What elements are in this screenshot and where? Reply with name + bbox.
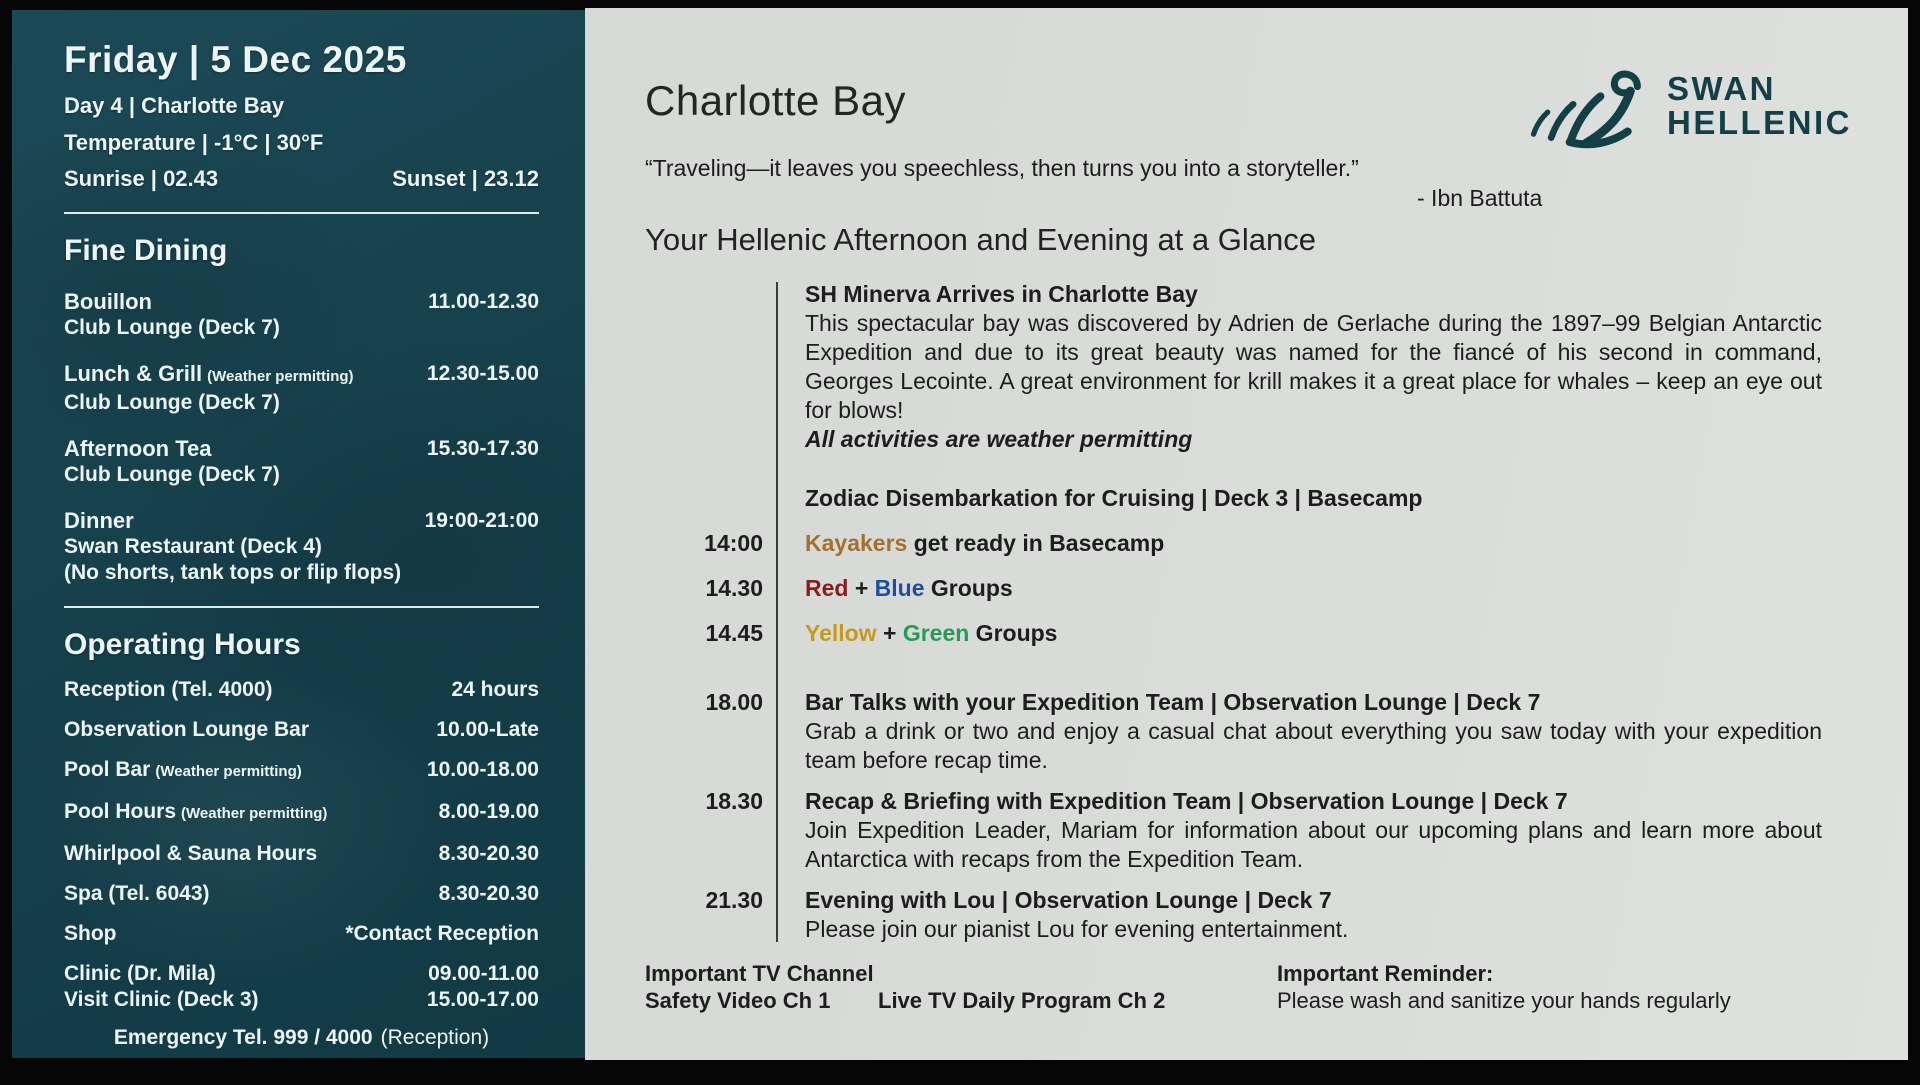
event-rows [645, 688, 1822, 944]
group-activity-row [645, 574, 1822, 603]
dining-item [64, 288, 539, 341]
event-heading: Bar Talks with your Expedition Team | Observation Lounge | Deck 7 [805, 689, 1541, 716]
dining-name [64, 507, 134, 534]
hours-time-text: *Contact Reception [345, 922, 539, 945]
activity-time: 14.45 [705, 620, 763, 647]
hours-names [64, 677, 273, 703]
hours-name-text: Spa (Tel. 6043) [64, 882, 210, 905]
group-text: + [848, 575, 875, 602]
hours-name-line [64, 921, 117, 947]
date-title: Friday | 5 Dec 2025 [64, 39, 407, 80]
hours-time-text: 8.30-20.30 [438, 842, 539, 865]
footer [645, 960, 1822, 1040]
hours-time-text: 8.00-19.00 [438, 800, 539, 823]
dining-name [64, 360, 354, 390]
hours-name-line [64, 757, 302, 785]
event-time: 18.00 [705, 689, 763, 716]
event-row [645, 688, 1822, 775]
hours-note: (Weather permitting) [181, 805, 328, 822]
hours-times [345, 921, 539, 947]
zodiac-heading: Zodiac Disembarkation for Cruising | Deck 3 | Basecamp [805, 485, 1423, 512]
event-content [805, 886, 1822, 944]
dining-venue-line: Club Lounge (Deck 7) [64, 463, 280, 486]
operating-hours-row [64, 921, 539, 947]
operating-hours-row [64, 961, 539, 1013]
event-time: 18.30 [705, 788, 763, 815]
hours-times [427, 961, 539, 1013]
hours-name-line2: Visit Clinic (Deck 3) [64, 988, 259, 1011]
group-color-label: Kayakers [805, 530, 908, 557]
hours-name-text: Pool Hours [64, 800, 177, 823]
dining-item [64, 435, 539, 488]
quote-text: “Traveling—it leaves you speechless, then turns you into a storyteller.” [645, 155, 1359, 182]
hours-name-text: Whirlpool & Sauna Hours [64, 842, 318, 865]
dining-venue-line: Swan Restaurant (Deck 4) [64, 535, 322, 558]
emergency-suffix: (Reception) [380, 1026, 490, 1049]
intro-time-spacer [645, 280, 763, 454]
dining-venue-line: Club Lounge (Deck 7) [64, 391, 280, 414]
hours-name-line [64, 841, 317, 867]
event-description: Please join our pianist Lou for evening entertainment. [805, 916, 1349, 943]
group-activity-text [805, 529, 1822, 558]
reminder [1277, 960, 1731, 1014]
dining-venue [64, 390, 539, 416]
operating-hours-title: Operating Hours [64, 628, 301, 661]
group-activity-row [645, 529, 1822, 558]
dining-name [64, 435, 211, 462]
activity-time: 14.30 [705, 575, 763, 602]
operating-hours-row [64, 717, 539, 743]
event-description: Grab a drink or two and enjoy a casual chat about everything you saw today with your expedition team before recap time. [805, 718, 1822, 774]
hours-times [427, 757, 539, 783]
fine-dining-list [64, 288, 539, 586]
tv-channel-info [645, 960, 874, 1014]
dining-name-text: Dinner [64, 508, 134, 533]
hours-name-line [64, 677, 273, 703]
group-activity-text [805, 619, 1822, 648]
hours-times [439, 841, 539, 867]
zodiac-time-spacer [645, 484, 763, 513]
hours-times [439, 799, 539, 825]
dining-item [64, 507, 539, 586]
group-text: Groups [969, 620, 1058, 647]
operating-hours-row [64, 677, 539, 703]
sunset-time: Sunset | 23.12 [392, 166, 539, 191]
intro-content [805, 280, 1822, 454]
dining-item-header [64, 507, 539, 534]
hours-times [439, 881, 539, 907]
hours-name-line [64, 799, 327, 827]
hours-time-text: 8.30-20.30 [438, 882, 539, 905]
event-row [645, 886, 1822, 944]
operating-hours-list [64, 677, 539, 1013]
dining-venue [64, 315, 539, 341]
day-location-line: Day 4 | Charlotte Bay [64, 93, 285, 118]
intro-body: This spectacular bay was discovered by Adrien de Gerlache during the 1897–99 Belgian Antarctic Expedition and due to its great beauty was named for the fiancé of his second in command, Georges Lecointe. A great environment for krill makes it a great place for whales – keep an eye out for blows! [805, 310, 1822, 424]
hours-name-text: Pool Bar [64, 758, 151, 781]
dining-time: 15.30-17.30 [426, 437, 539, 460]
hours-name-text: Observation Lounge Bar [64, 718, 310, 741]
temperature-line: Temperature | -1°C | 30°F [64, 130, 324, 155]
intro-note: All activities are weather permitting [805, 426, 1193, 453]
sidebar-divider [64, 606, 539, 608]
brand-line1: SWAN [1667, 70, 1776, 107]
dining-time: 19:00-21:00 [424, 509, 539, 532]
hours-name-text: Shop [64, 922, 117, 945]
event-time: 21.30 [705, 887, 763, 914]
dining-name-text: Bouillon [64, 289, 152, 314]
sidebar-divider [64, 212, 539, 214]
zodiac-heading-row [645, 484, 1822, 513]
tv-channel-1: Safety Video Ch 1 [645, 988, 831, 1013]
dining-name-text: Afternoon Tea [64, 436, 212, 461]
operating-hours-row [64, 799, 539, 827]
event-heading: Evening with Lou | Observation Lounge | Deck 7 [805, 887, 1332, 914]
dining-venue-line: Club Lounge (Deck 7) [64, 316, 280, 339]
hours-names [64, 757, 302, 785]
hours-name-line [64, 881, 210, 907]
dining-item [64, 360, 539, 416]
dining-name-text: Lunch & Grill [64, 361, 203, 386]
hours-name-text: Reception (Tel. 4000) [64, 678, 273, 701]
dining-note: (Weather permitting) [207, 368, 354, 385]
hours-note: (Weather permitting) [155, 763, 302, 780]
section-title: Your Hellenic Afternoon and Evening at a Glance [645, 222, 1316, 258]
hours-time-text: 24 hours [451, 678, 539, 701]
operating-hours-row [64, 841, 539, 867]
brand-line2: HELLENIC [1667, 104, 1852, 141]
dining-name [64, 288, 152, 315]
daily-info-sidebar [12, 10, 585, 1058]
daily-program-panel [585, 8, 1908, 1060]
group-text: get ready in Basecamp [907, 530, 1165, 557]
swan-hellenic-logo [1523, 60, 1852, 152]
swan-icon [1523, 60, 1655, 152]
hours-names [64, 717, 309, 743]
tv-channel-2: Live TV Daily Program Ch 2 [878, 988, 1166, 1013]
hours-name-line [64, 961, 259, 987]
operating-hours-row [64, 881, 539, 907]
group-color-label: Green [902, 620, 970, 647]
hours-name-line [64, 717, 309, 743]
fine-dining-title: Fine Dining [64, 234, 228, 267]
dining-venue-line: (No shorts, tank tops or flip flops) [64, 561, 402, 584]
dining-item-header [64, 435, 539, 462]
schedule [645, 280, 1822, 944]
group-color-label: Red [805, 575, 849, 602]
activity-time: 14:00 [704, 530, 763, 557]
event-content [805, 787, 1822, 874]
reminder-heading: Important Reminder: [1277, 961, 1494, 986]
hours-time-text: 09.00-11.00 [428, 962, 539, 985]
group-color-label: Yellow [805, 620, 877, 647]
tv-heading: Important TV Channel [645, 961, 874, 986]
page-title: Charlotte Bay [645, 77, 906, 125]
sunrise-time: Sunrise | 02.43 [64, 166, 219, 191]
hours-times [436, 717, 539, 743]
event-row [645, 787, 1822, 874]
event-description: Join Expedition Leader, Mariam for information about our upcoming plans and learn more about Antarctica with recaps from the Expedition Team. [805, 817, 1822, 873]
hours-names [64, 841, 317, 867]
hours-names [64, 961, 259, 1013]
sun-times-row [64, 166, 539, 192]
intro-block [645, 280, 1822, 454]
hours-time-text: 10.00-18.00 [426, 758, 539, 781]
emergency-number: Emergency Tel. 999 / 4000 [113, 1026, 373, 1049]
group-rows [645, 529, 1822, 648]
dining-item-header [64, 360, 539, 390]
brand-name [1667, 72, 1852, 140]
group-color-label: Blue [874, 575, 925, 602]
event-heading: Recap & Briefing with Expedition Team | Observation Lounge | Deck 7 [805, 788, 1568, 815]
group-activity-text [805, 574, 1822, 603]
group-text: + [876, 620, 903, 647]
hours-time-text2: 15.00-17.00 [426, 988, 539, 1011]
hours-names [64, 921, 117, 947]
operating-hours-row [64, 757, 539, 785]
quote-author: - Ibn Battuta [1417, 185, 1543, 212]
hours-time-text: 10.00-Late [436, 718, 539, 741]
event-content [805, 688, 1822, 775]
emergency-line [64, 1025, 539, 1051]
hours-names [64, 881, 210, 907]
intro-heading: SH Minerva Arrives in Charlotte Bay [805, 281, 1198, 308]
hours-times [451, 677, 539, 703]
group-activity-row [645, 619, 1822, 648]
hours-names [64, 799, 327, 827]
reminder-body: Please wash and sanitize your hands regularly [1277, 988, 1731, 1013]
hours-name-text: Clinic (Dr. Mila) [64, 962, 216, 985]
dining-time: 11.00-12.30 [428, 290, 539, 313]
dining-venue [64, 534, 539, 586]
dining-item-header [64, 288, 539, 315]
dining-venue [64, 462, 539, 488]
group-text: Groups [924, 575, 1013, 602]
dining-time: 12.30-15.00 [426, 362, 539, 385]
